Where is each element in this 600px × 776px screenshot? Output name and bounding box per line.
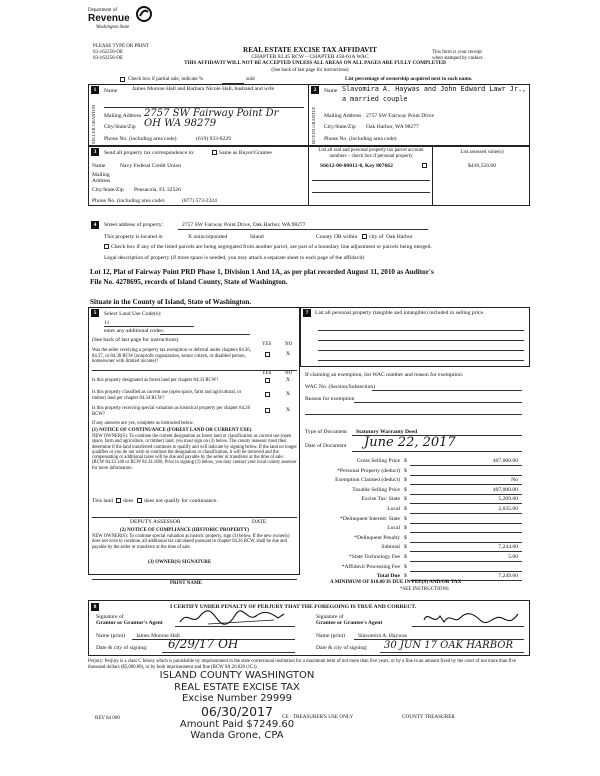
question-1: Was the seller receiving a property tax exemption or deferral under chapters 84.36, 84.37, or 84.38 RCW (nonprofit organization, senior citizen, or disabled person, homeowner with limited income)? bbox=[92, 348, 251, 365]
reason-line-2 bbox=[305, 414, 522, 415]
seller-side-label: SELLER GRANTOR bbox=[91, 104, 96, 144]
see-back-note: (See back of last page for instructions) bbox=[92, 337, 179, 343]
segregation-checkbox[interactable] bbox=[104, 244, 109, 249]
does-not-label: does not qualify for continuance. bbox=[144, 498, 218, 504]
print-note: PLEASE TYPE OR PRINT bbox=[93, 44, 149, 49]
located-label: This property is located in bbox=[104, 234, 163, 240]
doc-date-label: Date of Document bbox=[305, 443, 347, 449]
tax-row-label: Total Due bbox=[376, 573, 400, 580]
buyer-city-label: City/State/Zip bbox=[324, 124, 356, 130]
stamp-line-5: Amount Paid $7249.60 bbox=[179, 718, 295, 730]
legal-note: Legal description of property (if more space is needed, you may attach a separate sheet to each page of the affidavit) bbox=[104, 255, 365, 261]
buyer-name-label: Name bbox=[324, 88, 338, 94]
question-4: Is this property receiving special valuation as historical property per chapter 84.26 RCW? bbox=[92, 406, 250, 417]
tax-row-line bbox=[410, 542, 522, 543]
notice-2-body: NEW OWNER(S): To continue special valuation as historic property, sign (3) below. If the new owner(s) does not wish to continue, all additional tax calculated pursuant to chapter 84.26 RCW, shall be due and payable by the seller or transferor at the time of sale. bbox=[92, 534, 290, 550]
tax-row-line bbox=[410, 551, 522, 552]
corr-phone-label: Phone No. (including area code) bbox=[92, 198, 165, 204]
additional-codes-label: enter any additional codes: bbox=[104, 328, 165, 334]
grantor-date-line bbox=[162, 652, 295, 653]
seller-city-label: City/State/Zip bbox=[104, 124, 136, 130]
tax-row-currency: $ bbox=[404, 525, 407, 532]
if-any-note: If any answers are yes, complete as instructed below. bbox=[92, 421, 194, 426]
grantor-sig-line bbox=[175, 626, 295, 627]
yes-header: YES bbox=[262, 342, 272, 347]
grantee-date-label: Date & city of signing: bbox=[316, 645, 368, 651]
form-warning: THIS AFFIDAVIT WILL NOT BE ACCEPTED UNLESS ALL AREAS ON ALL PAGES ARE FULLY COMPLETED bbox=[184, 60, 446, 66]
q1-yes-checkbox[interactable] bbox=[265, 352, 270, 357]
q2-yes-checkbox[interactable] bbox=[265, 378, 270, 383]
personal-property-checkbox[interactable] bbox=[422, 163, 427, 168]
city-value[interactable]: Oak Harbor bbox=[386, 234, 413, 240]
same-as-buyer-checkbox[interactable] bbox=[212, 150, 217, 155]
treasurer-use: CE - TREASURER'S USE ONLY bbox=[282, 714, 354, 720]
sold-word: sold bbox=[246, 76, 255, 82]
stamp-line-3: Excise Number 29999 bbox=[181, 693, 293, 704]
notice-1-title: (1) NOTICE OF CONTINUANCE (FOREST LAND OR CURRENT USE) bbox=[92, 428, 252, 433]
wac-line bbox=[372, 390, 522, 391]
tax-row-currency: $ bbox=[404, 477, 407, 484]
stamp-line-6: Wanda Grone, CPA bbox=[190, 730, 284, 742]
grantee-name[interactable]: Slavomira A. Haywas bbox=[358, 633, 407, 639]
parcel-line-3 bbox=[312, 192, 430, 193]
land-use-line bbox=[104, 326, 194, 327]
tax-row-value[interactable]: No bbox=[511, 477, 518, 484]
receipt-note-2: when stamped by cashier. bbox=[432, 56, 484, 61]
buyer-mailing[interactable]: 2757 SW Fairway Point Drive bbox=[366, 113, 434, 119]
reason-line bbox=[354, 402, 522, 403]
tax-row-line bbox=[410, 513, 522, 514]
tax-row-label: Taxable Selling Price bbox=[352, 486, 400, 493]
grantee-sig-label-2: Grantee or Grantee's Agent bbox=[316, 620, 383, 626]
dept-top: Department of bbox=[88, 8, 118, 13]
stamp-line-2: REAL ESTATE EXCISE TAX bbox=[174, 681, 300, 693]
buyer-mailing-label: Mailing Address bbox=[324, 113, 362, 119]
correspondence-divider bbox=[308, 146, 309, 206]
corr-city-label: City/State/Zip bbox=[92, 187, 124, 193]
q4-yes-checkbox[interactable] bbox=[265, 408, 270, 413]
corr-mailing-label: Mailing Address bbox=[92, 172, 111, 185]
correspondence-label: Send all property tax correspondence to: bbox=[104, 150, 195, 156]
does-label: does bbox=[123, 498, 134, 504]
q3-yes-checkbox[interactable] bbox=[265, 392, 270, 397]
dept-state: Washington State bbox=[96, 25, 130, 30]
tax-row-label: Subtotal bbox=[381, 544, 400, 551]
does-not-checkbox[interactable] bbox=[137, 498, 142, 503]
tax-row-line bbox=[410, 523, 522, 524]
same-as-buyer-label: Same as Buyer/Grantee bbox=[219, 150, 272, 156]
partial-sale-label: Check box if partial sale, indicate % bbox=[128, 76, 204, 82]
county-value[interactable]: Island bbox=[250, 234, 264, 240]
buyer-name[interactable]: Slavomira A. Haywas and John Edward Lawr Jr., a married couple bbox=[342, 85, 527, 103]
deputy-line bbox=[92, 517, 297, 518]
ownership-note: List percentage of ownership acquired next to each name. bbox=[345, 76, 473, 82]
tax-row-currency: $ bbox=[404, 506, 407, 512]
grantor-name[interactable]: James Monroe Hall bbox=[136, 633, 180, 639]
print-name-label: PRINT NAME bbox=[170, 581, 202, 586]
legal-description-1: Lot 12, Plat of Fairway Point PRD Phase 1, Division 1 And 1A, as per plat recorded August 11, 2010 as Auditor's bbox=[90, 268, 434, 276]
seller-name[interactable]: James Monroe Hall and Barbara Nicole Hall, husband and wife bbox=[132, 86, 274, 92]
assessed-label: List assessed value(s) bbox=[460, 150, 504, 155]
receipt-note-1: This form is your receipt bbox=[432, 50, 482, 55]
tax-row-label: Local bbox=[387, 525, 400, 532]
land-use-divider bbox=[92, 370, 297, 371]
section-1-number: 1 bbox=[91, 86, 99, 94]
buyer-phone-label: Phone No. (including area code) bbox=[324, 136, 397, 142]
this-land-label: This land bbox=[92, 498, 113, 504]
tax-row-label: Exemption Claimed (deduct) bbox=[335, 477, 400, 484]
street-label: Street address of property: bbox=[104, 222, 164, 228]
section-8-number: 8 bbox=[91, 603, 99, 611]
tax-row-value[interactable]: 5,209.60 bbox=[498, 496, 518, 503]
personal-line-1 bbox=[318, 330, 524, 331]
unincorporated: X unincorporated bbox=[188, 234, 228, 240]
buyer-side-label: BUYER GRANTEE bbox=[311, 106, 316, 144]
tax-row-label: *Affidavit Processing Fee bbox=[341, 563, 400, 570]
yes-header-2: YES bbox=[262, 371, 272, 376]
doc-type-label: Type of Document bbox=[305, 429, 347, 435]
county-treasurer: COUNTY TREASURER bbox=[402, 714, 455, 720]
corr-name[interactable]: Navy Federal Credit Union bbox=[120, 163, 182, 169]
does-checkbox[interactable] bbox=[116, 498, 121, 503]
tax-row-value[interactable]: 7,244.60 bbox=[498, 544, 518, 551]
tax-row-label: Gross Selling Price bbox=[356, 458, 400, 464]
exemption-label: If claiming an exemption, list WAC number and reason for exemption: bbox=[305, 372, 464, 378]
tax-row-currency: $ bbox=[404, 515, 407, 522]
partial-sale-checkbox[interactable] bbox=[120, 77, 125, 82]
owner-signature-label: (3) OWNER(S) SIGNATURE bbox=[148, 560, 212, 565]
tax-row-currency: $ bbox=[404, 458, 407, 464]
grantee-signature[interactable] bbox=[420, 608, 520, 628]
q3-no-mark[interactable]: X bbox=[286, 391, 291, 397]
tax-row-currency: $ bbox=[404, 544, 407, 551]
question-3: Is this property classified as current use (open space, farm and agricultural, or timber) land per chapter 84.34 RCW? bbox=[92, 390, 242, 401]
grantee-name-label: Name (print) bbox=[316, 633, 346, 639]
perjury-note: Perjury: Perjury is a class C felony which is punishable by imprisonment in the state correctional institution for a maximum term of not more than five years, or by a fine in an amount fixed by the court of not more than five thousand dollars ($5,000.00), or by both imprisonment and fine (RCW 9A.20.020 (1C)). bbox=[88, 659, 517, 670]
form-chapter: CHAPTER 82.45 RCW – CHAPTER 458-61A WAC bbox=[251, 54, 369, 60]
form-title: REAL ESTATE EXCISE TAX AFFIDAVIT bbox=[243, 46, 377, 54]
doc-date-value[interactable]: June 22, 2017 bbox=[364, 435, 456, 450]
tax-row-label: Local bbox=[387, 506, 400, 512]
question-2: Is this property designated as forest land per chapter 84.33 RCW? bbox=[92, 378, 219, 383]
grantor-signature[interactable] bbox=[178, 608, 288, 628]
assessed-value[interactable]: $410,556.00 bbox=[468, 163, 496, 169]
minimum-note: A MINIMUM OF $10.00 IS DUE IN FEE(S) AND/OR TAX bbox=[330, 579, 462, 585]
segregation-note: Check box if any of the listed parcels are being segregated from another parcel, are part of a boundary line adjustment or parcels being merged. bbox=[111, 244, 432, 250]
tax-row-value[interactable]: 407,000.00 bbox=[492, 486, 518, 493]
tax-row-line bbox=[410, 503, 522, 504]
wac-label: WAC No. (Section/Subsection) bbox=[305, 384, 376, 390]
grantor-date-label: Date & city of signing: bbox=[96, 645, 148, 651]
stamp-line-1: ISLAND COUNTY WASHINGTON bbox=[159, 670, 315, 681]
see-instructions: *SEE INSTRUCTIONS bbox=[400, 587, 449, 592]
q2-no-mark[interactable]: X bbox=[286, 377, 291, 383]
tax-row-value[interactable]: 407,000.00 bbox=[492, 458, 518, 464]
county-label: County OR within bbox=[316, 234, 358, 240]
tax-row-line bbox=[410, 494, 522, 495]
city-of-label: city of bbox=[369, 234, 384, 240]
legal-description-2: File No. 4278695, records of Island County, State of Washington. bbox=[90, 278, 288, 286]
parcel-number[interactable]: S6612-00-00012-0, Key 807662 bbox=[320, 163, 393, 169]
excise-stamp bbox=[132, 670, 342, 742]
no-header: NO bbox=[285, 342, 293, 347]
deputy-date-label: DATE bbox=[252, 519, 267, 525]
tax-row-value[interactable]: 2,035.00 bbox=[498, 506, 518, 512]
grantor-sig-label-1: Signature of bbox=[96, 614, 124, 620]
tax-row-value[interactable]: 7,249.60 bbox=[498, 573, 518, 580]
revenue-logo bbox=[86, 6, 156, 40]
grantee-sig-line bbox=[412, 626, 524, 627]
seller-phone[interactable]: (619) 933-8229 bbox=[196, 136, 231, 142]
grantor-name-label: Name (print) bbox=[96, 633, 126, 639]
form-number-1: 03-162256-OE bbox=[93, 50, 123, 55]
seller-name-label: Name bbox=[104, 88, 118, 94]
section-7-number: 7 bbox=[303, 309, 311, 317]
street-line bbox=[178, 229, 428, 230]
form-instructions: (See back of last page for instructions) bbox=[271, 68, 349, 73]
tax-row-currency: $ bbox=[404, 534, 407, 541]
notice-2-title: (2) NOTICE OF COMPLIANCE (HISTORIC PROPERTY) bbox=[120, 528, 249, 533]
grantee-sig-label-1: Signature of bbox=[316, 614, 344, 620]
parcel-list-label: List all real and personal property tax parcel account numbers – check box if personal property bbox=[318, 148, 424, 159]
corr-city[interactable]: Pensacola, FL 32526 bbox=[134, 187, 181, 193]
tax-row-currency: $ bbox=[404, 573, 407, 580]
deputy-label: DEPUTY ASSESSOR bbox=[130, 519, 181, 525]
doc-type-value[interactable]: Statutory Warranty Deed bbox=[356, 429, 418, 435]
tax-row-label: Excise Tax: State bbox=[361, 496, 400, 503]
situate-line: Situate in the County of Island, State of Washington. bbox=[90, 298, 252, 306]
tax-row-value[interactable]: 5.00 bbox=[508, 554, 518, 560]
land-use-label: Select Land Use Code(s): bbox=[104, 311, 162, 317]
form-number-2: 03-162256-OE bbox=[93, 56, 123, 61]
seller-mailing[interactable]: 2757 SW Fairway Point Dr bbox=[144, 108, 279, 119]
tax-row-line bbox=[410, 475, 522, 476]
tax-row-label: *State Technology Fee bbox=[348, 554, 400, 560]
no-header-2: NO bbox=[285, 371, 293, 376]
tax-row-currency: $ bbox=[404, 486, 407, 493]
doc-date-line bbox=[352, 451, 522, 452]
corr-name-label: Name bbox=[92, 163, 106, 169]
dept-name: Revenue bbox=[88, 13, 130, 24]
q1-no-mark[interactable]: X bbox=[286, 351, 291, 357]
stamp-line-4: 06/30/2017 bbox=[200, 703, 274, 719]
tax-row-label: *Delinquent Interest: State bbox=[340, 515, 400, 522]
personal-line-4 bbox=[318, 360, 524, 361]
rev-number: REV 84 000 bbox=[95, 716, 120, 721]
tax-row-line bbox=[410, 561, 522, 562]
section-4-number: 4 bbox=[91, 221, 99, 229]
print-name-line bbox=[92, 579, 297, 580]
tax-row-line bbox=[410, 532, 522, 533]
section-5-number: 5 bbox=[91, 309, 99, 317]
city-of-checkbox[interactable] bbox=[362, 234, 367, 239]
tax-row-currency: $ bbox=[404, 496, 407, 503]
grantee-date[interactable]: 30 JUN 17 OAK HARBOR bbox=[384, 640, 513, 651]
certify-statement: I CERTIFY UNDER PENALTY OF PERJURY THAT THE FOREGOING IS TRUE AND CORRECT. bbox=[170, 604, 417, 610]
grantee-date-line bbox=[380, 652, 524, 653]
assessed-divider bbox=[432, 146, 433, 206]
tax-row-currency: $ bbox=[404, 554, 407, 560]
tax-row-line bbox=[410, 484, 522, 485]
seller-city[interactable]: OH WA 98279 bbox=[144, 118, 217, 129]
q4-no-mark[interactable]: X bbox=[286, 407, 291, 413]
grantor-date[interactable]: 6/29/17 OH bbox=[168, 637, 239, 651]
seller-mailing-label: Mailing Address bbox=[104, 113, 142, 119]
revenue-logo-icon bbox=[136, 6, 152, 22]
section-2-number: 2 bbox=[311, 86, 319, 94]
additional-codes-line bbox=[160, 334, 250, 335]
land-use-code[interactable]: 11 bbox=[104, 320, 110, 326]
seller-phone-label: Phone No. (including area code) bbox=[104, 136, 177, 142]
street-value[interactable]: 2757 SW Fairway Point Drive, Oak Harbor, WA 98277 bbox=[182, 222, 306, 228]
tax-row-label: *Delinquent Penalty bbox=[354, 534, 400, 541]
parcel-line-2 bbox=[312, 180, 430, 181]
corr-phone[interactable]: (877) 573-2324 bbox=[182, 198, 217, 204]
tax-row-label: *Personal Property (deduct) bbox=[337, 467, 400, 474]
tax-row-currency: $ bbox=[404, 467, 407, 474]
tax-row-line bbox=[410, 465, 522, 466]
personal-line-2 bbox=[318, 340, 524, 341]
personal-property-label: List all personal property (tangible and intangible) included in selling price. bbox=[315, 310, 485, 316]
buyer-city[interactable]: Oak Harbor, WA 98277 bbox=[366, 124, 419, 130]
section-3-number: 3 bbox=[91, 148, 99, 156]
notice-1-body: NEW OWNER(S): To continue the current designation as forest land or classification as current use (open space, farm and agriculture, or timber) land, you must sign on (3) below. The county assessor must then determine if the land transferred continues to qualify and will indicate by signing below. If the land no longer qualifies or you do not wish to continue the designation or classification, it will be removed and the compensating or additional taxes will be due and payable by the seller or transferor at the time of sale. (RCW 84.33.140 or RCW 84.34.108). Prior to signing (3) below, you may contact your local county assessor for more information. bbox=[92, 434, 297, 471]
tax-row-currency: $ bbox=[404, 563, 407, 570]
tax-row-line bbox=[410, 571, 522, 572]
party-divider bbox=[308, 84, 309, 146]
grantor-sig-label-2: Grantor or Grantor's Agent bbox=[96, 620, 163, 626]
personal-line-3 bbox=[318, 350, 524, 351]
reason-label: Reason for exemption bbox=[305, 396, 355, 402]
